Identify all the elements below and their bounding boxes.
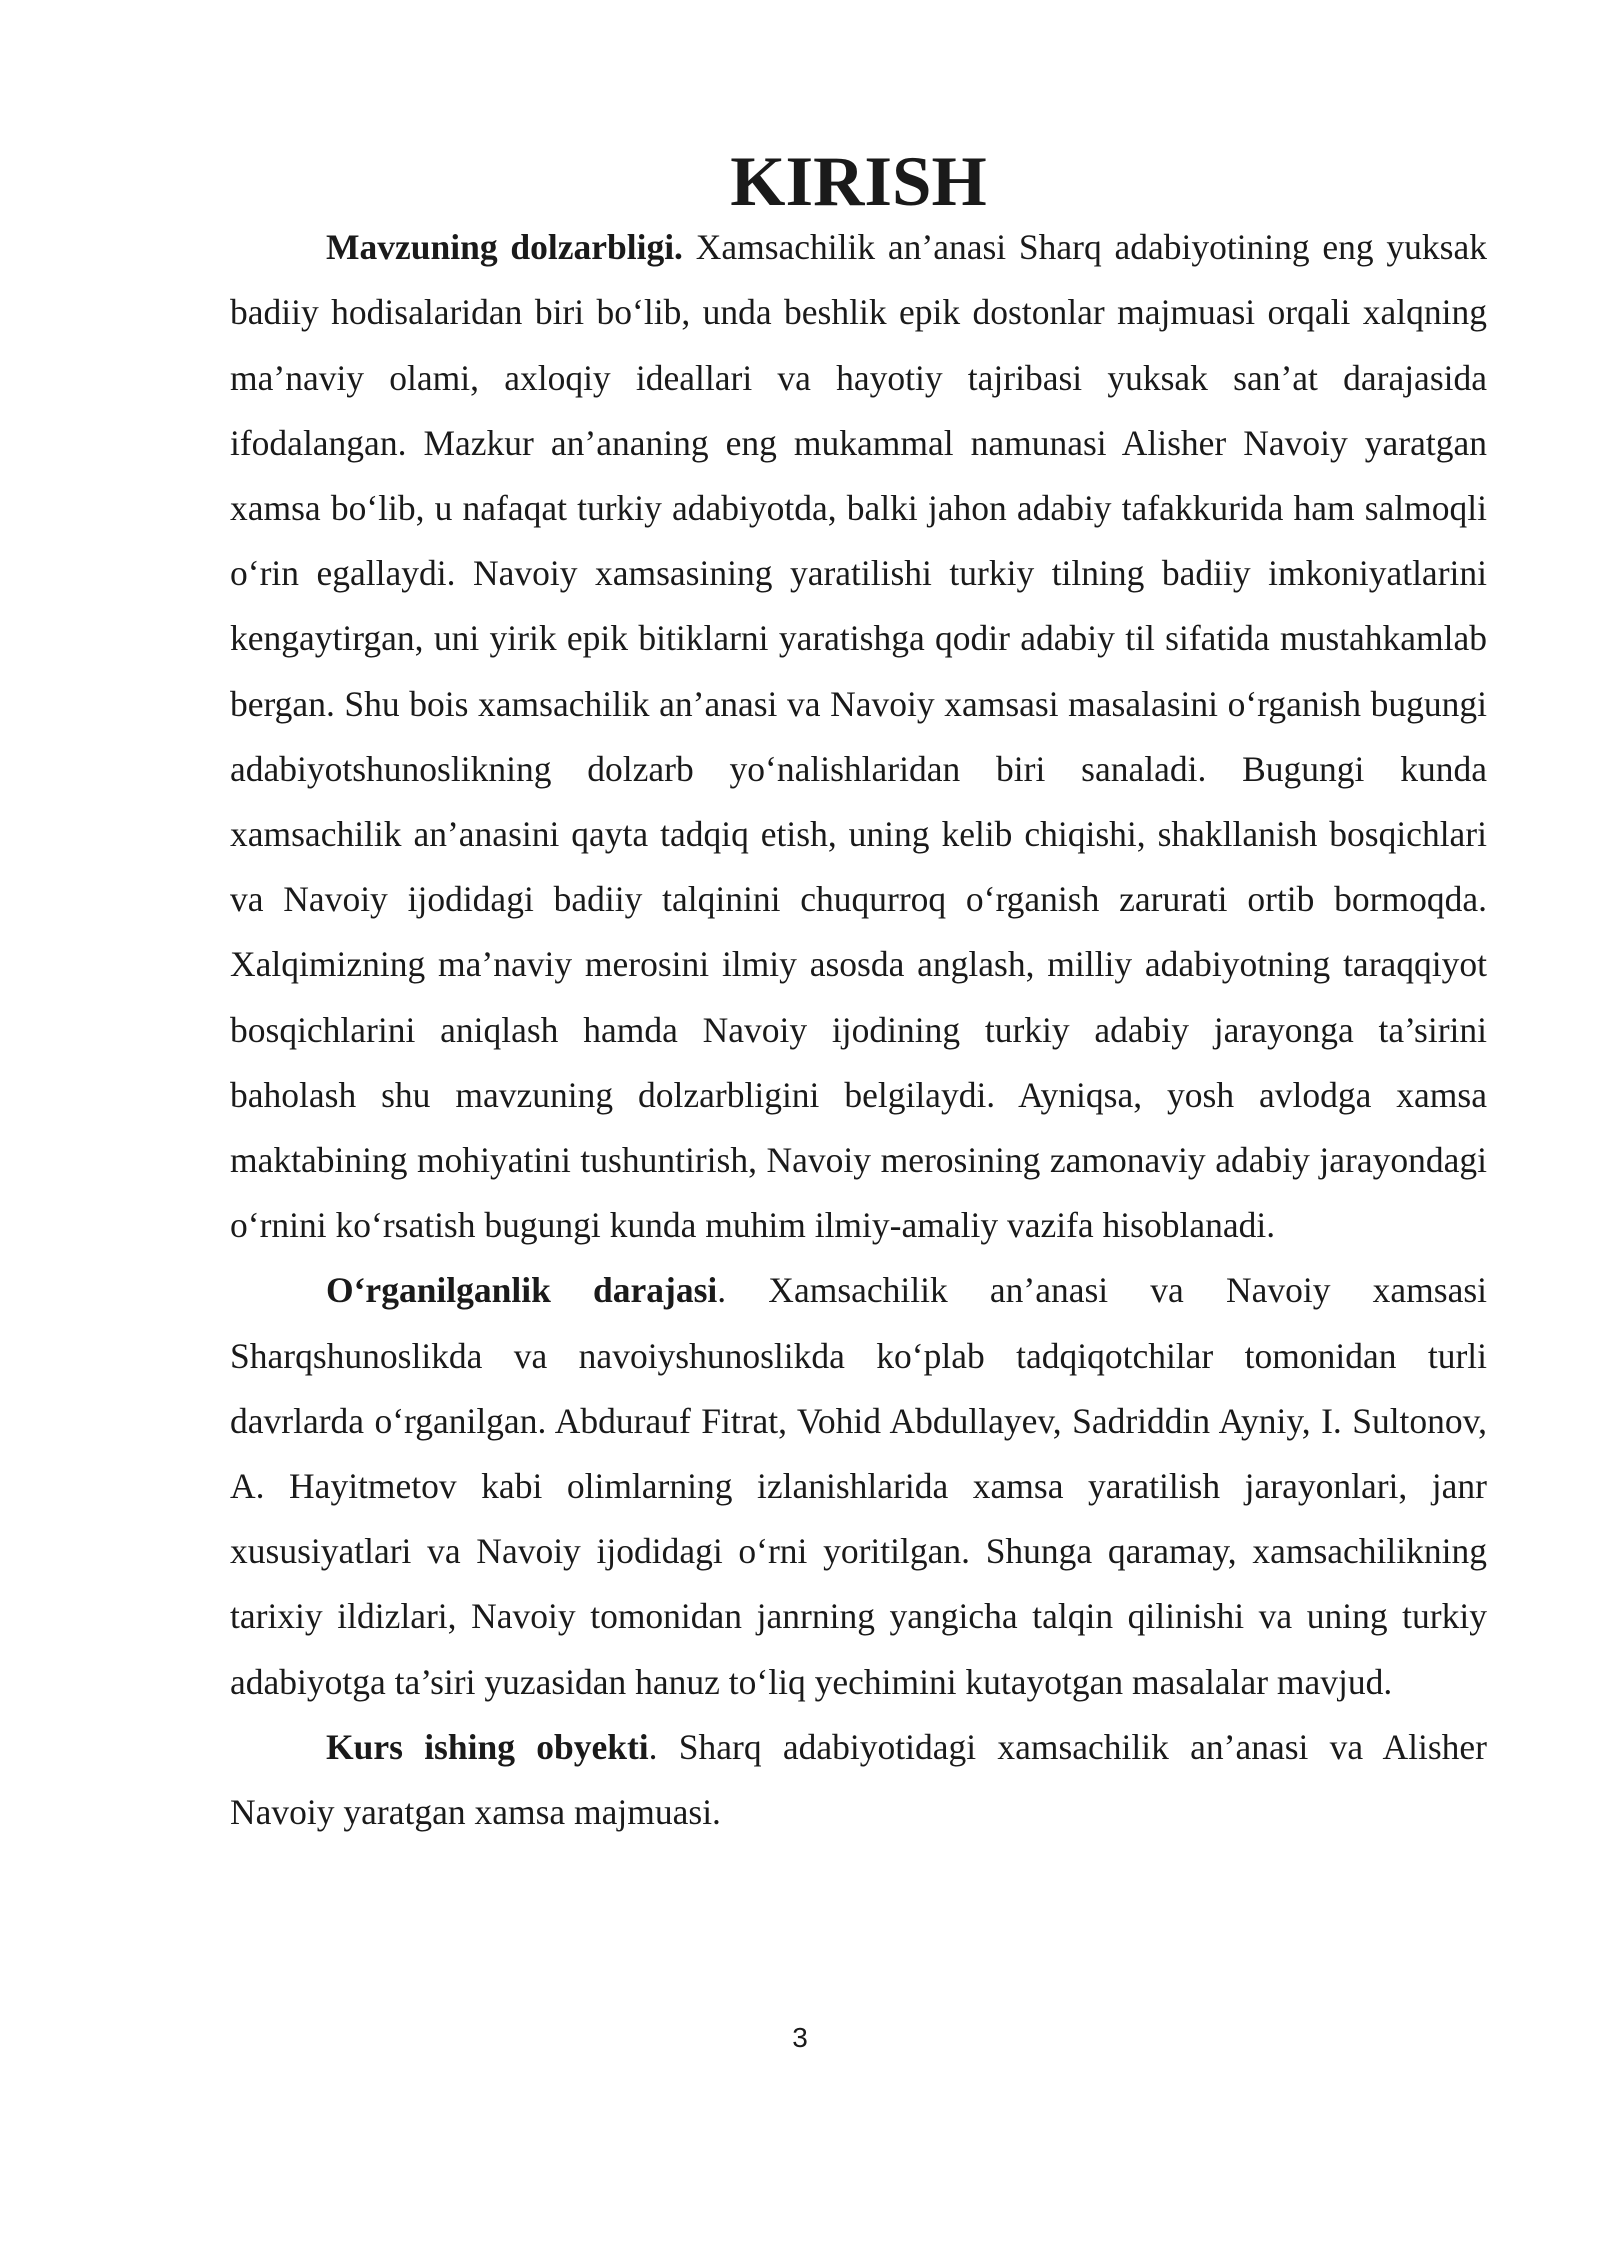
paragraph-study-level — [230, 1258, 1487, 1714]
page-number: 3 — [792, 2022, 808, 2053]
paragraph-text-study-level: . Xamsachilik an’anasi va Navoiy xamsasi Sharqshunoslikda va navoiyshunoslikda ko‘plab tadqiqotchilar tomonidan turli davrlarda o‘rganilgan. Abdurauf Fitrat, Vohid Abdullayev, Sadriddin Ayniy, I. Sultonov, A. Hayitmetov kabi olimlarning izlanishlarida xamsa yaratilish jarayonlari, janr xususiyatlari va Navoiy ijodidagi o‘rni yoritilgan. Shunga qaramay, xamsachilikning tarixiy ildizlari, Navoiy tomonidan janrning yangicha talqin qilinishi va uning turkiy adabiyotga ta’siri yuzasidan hanuz to‘liq yechimini kutayotgan masalalar mavjud. — [230, 1270, 1488, 1702]
paragraph-text-relevance: Xamsachilik an’anasi Sharq adabiyotining eng yuksak badiiy hodisalaridan biri bo‘lib, unda beshlik epik dostonlar majmuasi orqali xalqning ma’naviy olami, axloqiy ideallari va hayotiy tajribasi yuksak san’at darajasida ifodalangan. Mazkur an’ananing eng mukammal namunasi Alisher Navoiy yaratgan xamsa bo‘lib, u nafaqat turkiy adabiyotda, balki jahon adabiy tafakkurida ham salmoqli o‘rin egallaydi. Navoiy xamsasining yaratilishi turkiy tilning badiiy imkoniyatlarini kengaytirgan, uni yirik epik bitiklarni yaratishga qodir adabiy til sifatida mustahkamlab bergan. Shu bois xamsachilik an’anasi va Navoiy xamsasi masalasini o‘rganish bugungi adabiyotshunoslikning dolzarb yo‘nalishlaridan biri sanaladi. Bugungi kunda xamsachilik an’anasini qayta tadqiq etish, uning kelib chiqishi, shakllanish bosqichlari va Navoiy ijodidagi badiiy talqinini chuqurroq o‘rganish zarurati ortib bormoqda. Xalqimizning ma’naviy merosini ilmiy asosda anglash, milliy adabiyotning taraqqiyot bosqichlarini aniqlash hamda Navoiy ijodining turkiy adabiy jarayonga ta’sirini baholash shu mavzuning dolzarbligini belgilaydi. Ayniqsa, yosh avlodga xamsa maktabining mohiyatini tushuntirish, Navoiy merosining zamonaviy adabiy jarayondagi o‘rnini ko‘rsatish bugungi kunda muhim ilmiy-amaliy vazifa hisoblanadi. — [230, 227, 1487, 1246]
paragraph-relevance — [230, 215, 1487, 1258]
page-content — [230, 143, 1488, 1845]
paragraph-lead-relevance: Mavzuning dolzarbligi. — [326, 227, 683, 268]
section-heading: KIRISH — [730, 143, 987, 221]
paragraph-text-object: . Sharq adabiyotidagi xamsachilik an’anasi va Alisher Navoiy yaratgan xamsa majmuasi. — [230, 1726, 1487, 1833]
paragraph-lead-study-level: O‘rganilganlik darajasi — [326, 1270, 718, 1311]
paragraph-object — [230, 1715, 1487, 1845]
paragraph-lead-object: Kurs ishing obyekti — [326, 1726, 649, 1767]
